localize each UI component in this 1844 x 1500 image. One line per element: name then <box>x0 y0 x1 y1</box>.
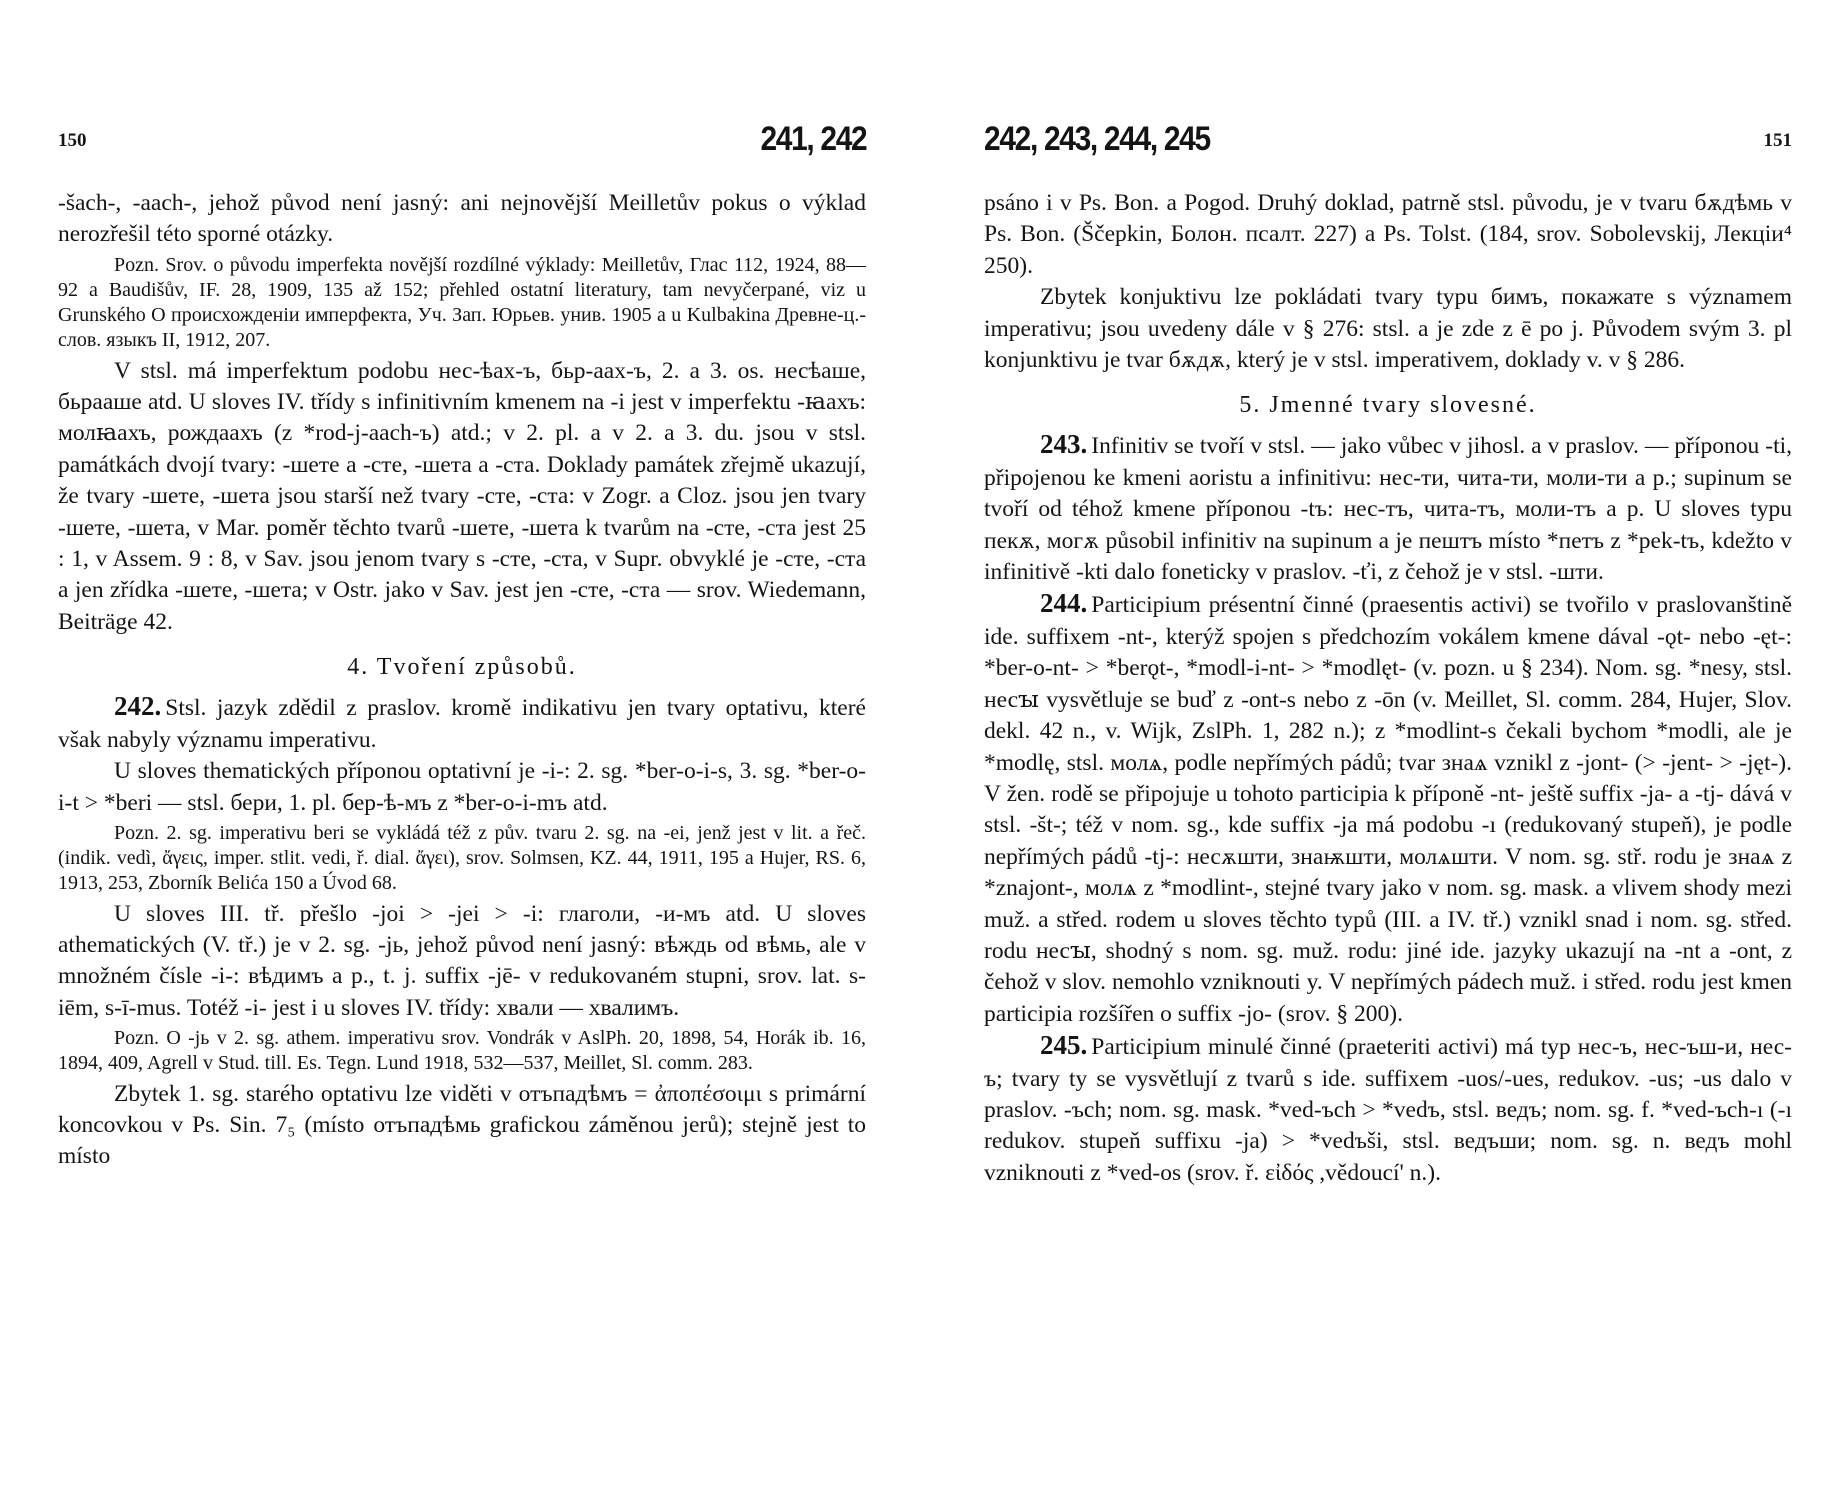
page-body <box>58 188 866 1173</box>
page-body <box>984 188 1792 1189</box>
section-header: 241, 242 <box>760 120 866 158</box>
section-text: Participium présentní činné (praesentis activi) se tvořilo v praslovanštině ide. suffixem -nt-, kterýž spojen s předchozím vokálem kmene dával -ǫt- nebo -ęt-: *ber-o-nt- > *berǫt-, *modl-i-nt- > *modlęt- (v. pozn. u § 234). Nom. sg. *nesy, stsl. несꙑ vysvětluje se buď z -ont-s nebo z -ōn (v. Meillet, Sl. comm. 284, Hujer, Slov. dekl. 42 n., v. Wijk, ZslPh. 1, 282 n.); z *modlint-s čekali bychom *modli, ale je *modlę, stsl. молѧ, podle nepřímých pádů; tvar знаѧ vznikl z -jont- (> -jent- > -jęt-). V žen. rodě se připojuje u tohoto participia k příponě -nt- ještě suffix -ja- a -tj- dává v stsl. -št-; též v nom. sg., kde suffix -ja má podobu -ı (redukovaný stupeň), je podle nepřímých pádů -tj-: несѫшти, знаѭшти, молѧшти. V nom. sg. stř. rodu je знаѧ z *znajont-, молѧ z *modlint-, stejné tvary jako v nom. sg. mask. a vlivem shody mezi muž. a střed. rodem u sloves těchto typů (III. a IV. tř.) vznikl snad i nom. sg. střed. rodu несꙑ, shodný s nom. sg. muž. rodu: jiné ide. jazyky ukazují na -nt a -ont, z čehož v slov. nemohlo vzniknouti y. V nepřímých pádech muž. i střed. rodu jest kmen participia rozšířen o suffix -jo- (srov. § 200). <box>984 592 1792 1027</box>
body-paragraph: U sloves III. tř. přešlo -joi > -jei > -i: глаголи, -и-мъ atd. U sloves athematických (V. tř.) je v 2. sg. -jь, jehož původ není jasný: вѣждь od вѣмь, ale v množném čísle -i-: вѣдимъ a p., t. j. suffix -jē- v redukovaném stupni, srov. lat. s-iēm, s-ī-mus. Totéž -i- jest i u sloves IV. třídy: хвали — хвалимъ. <box>58 900 866 1021</box>
footnote-remark: Pozn. 2. sg. imperativu beri se vykládá též z pův. tvaru 2. sg. na -ei, jenž jest v lit. a řeč. (indik. vedì, ἄγεις, imper. stlit. vedi, ř. dial. ἄγει), srov. Solmsen, KZ. 44, 1911, 195 a Hujer, RS. 6, 1913, 253, Zborník Belića 150 a Úvod 68. <box>58 821 866 895</box>
section-paragraph <box>984 429 1792 588</box>
running-head <box>984 120 1792 166</box>
section-number: 242. <box>114 691 162 722</box>
page-number: 151 <box>1763 130 1792 151</box>
body-paragraph: psáno i v Ps. Bon. a Pogod. Druhý doklad, patrně stsl. původu, je v tvaru бѫдѣмь v Ps. Bon. (Ščepkin, Болон. псалт. 227) a Ps. Tolst. (184, srov. Sobolevskij, Лекцiи⁴ 250). <box>984 190 1792 279</box>
running-head <box>58 120 866 166</box>
subheading: 5. Jmenné tvary slovesné. <box>1239 392 1537 419</box>
section-paragraph <box>58 691 866 756</box>
subheading: 4. Tvoření způsobů. <box>347 654 577 681</box>
body-paragraph: Zbytek konjuktivu lze pokládati tvary typu бимъ, покажате s významem imperativu; jsou uvedeny dále v § 276: stsl. a je zde z ē po j. Původem svým 3. pl konjunktivu je tvar бѫдѫ, který je v stsl. imperativem, doklady v. v § 286. <box>984 284 1792 374</box>
body-paragraph: Zbytek 1. sg. starého optativu lze viděti v отъпадѣмъ = ἀποπέσοιμι s primární koncovkou v Ps. Sin. 7₅ (místo отъпадѣмь grafickou záměnou jerů); stejně jest to místo <box>58 1080 866 1170</box>
body-paragraph: -šach-, -aach-, jehož původ není jasný: ani nejnovější Meilletův pokus o výklad nerozřešil této sporné otázky. <box>58 190 866 248</box>
section-number: 245. <box>1040 1030 1088 1061</box>
section-number: 243. <box>1040 429 1088 460</box>
page-number: 150 <box>58 130 87 151</box>
body-paragraph: V stsl. má imperfektum podobu нес-ѣах-ъ, бьр-аах-ъ, 2. a 3. os. несѣаше, бьрааше atd. U sloves IV. třídy s infinitivním kmenem na -i jest v imperfektu -ꙗахъ: молꙗахъ, рождаахъ (z *rod-j-aach-ъ) atd.; v 2. pl. a v 2. a 3. du. jsou v stsl. památkách dvojí tvary: -шете a -сте, -шета a -ста. Doklady památek zřejmě ukazují, že tvary -шете, -шета jsou starší než tvary -сте, -ста: v Zogr. a Cloz. jsou jen tvary -шете, -шета, v Mar. poměr těchto tvarů -шете, -шета k tvarům na -сте, -ста jest 25 : 1, v Assem. 9 : 8, v Sav. jsou jenom tvary s -сте, -ста, v Supr. obvyklé je -сте, -ста a jen zřídka -шете, -шета; v Ostr. jako v Sav. jest jen -сте, -ста — srov. Wiedemann, Beiträge 42. <box>58 357 866 635</box>
section-header: 242, 243, 244, 245 <box>984 120 1210 158</box>
section-text: Infinitiv se tvoří v stsl. — jako vůbec v jihosl. a v praslov. — příponou -ti, připojenou ke kmeni aoristu a infinitivu: нес-ти, чита-ти, моли-ти a p.; supinum se tvoří od téhož kmene příponou -tъ: нес-тъ, чита-тъ, моли-тъ a p. U sloves typu пекѫ, могѫ působil infinitiv na supinum a je пештъ místo *петъ z *pek-tъ, kdežto v infinitivě -kti dalo foneticky v praslov. -ťi, z čehož je v stsl. -шти. <box>984 433 1792 586</box>
section-number: 244. <box>1040 588 1088 619</box>
footnote-remark: Pozn. O -jь v 2. sg. athem. imperativu srov. Vondrák v AslPh. 20, 1898, 54, Horák ib. 16, 1894, 409, Agrell v Stud. till. Es. Tegn. Lund 1918, 532—537, Meillet, Sl. comm. 283. <box>58 1027 866 1075</box>
section-text: Participium minulé činné (praeteriti activi) má typ нес-ъ, нес-ъш-и, нес-ъ; tvary ty se vysvětlují z tvarů s ide. suffixem -uos/-ues, redukov. -us; -us dalo v praslov. -ъch; nom. sg. mask. *ved-ъch > *vedъ, stsl. ведъ; nom. sg. f. *ved-ъch-ı (-ı redukov. stupeň suffixu -ja) > *vedъši, stsl. ведъши; nom. sg. n. ведъ mohl vzniknouti z *ved-os (srov. ř. εἰδός ,vědoucí' n.). <box>984 1034 1792 1186</box>
body-paragraph: U sloves thematických příponou optativní je -i-: 2. sg. *ber-o-i-s, 3. sg. *ber-o-i-t > *beri — stsl. бери, 1. pl. бер-ѣ-мъ z *ber-o-i-mъ atd. <box>58 758 866 816</box>
section-text: Stsl. jazyk zdědil z praslov. kromě indikativu jen tvary optativu, které však nabyly významu imperativu. <box>58 695 866 753</box>
footnote-remark: Pozn. Srov. o původu imperfekta novější rozdílné výklady: Meilletův, Глас 112, 1924, 88—92 a Baudišův, IF. 28, 1909, 135 až 152; přehled ostatní literatury, tam nevyčerpané, viz u Grunského О происхожденiи имперфекта, Уч. Зап. Юрьев. унив. 1905 a u Kulbakina Древне-ц.-слов. языкъ II, 1912, 207. <box>58 253 866 352</box>
section-paragraph <box>984 588 1792 1030</box>
section-paragraph <box>984 1030 1792 1189</box>
left-page <box>58 120 866 1173</box>
right-page <box>984 120 1792 1189</box>
